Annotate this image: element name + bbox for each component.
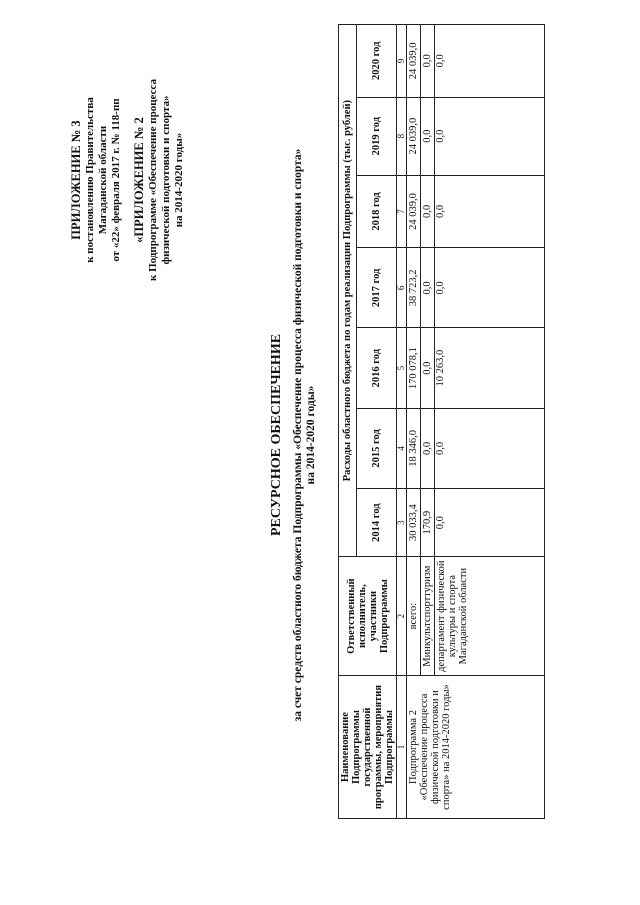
value-cell: 18 346,0 xyxy=(407,408,421,488)
value-cell: 38 723,2 xyxy=(407,248,421,328)
header-year: 2014 год xyxy=(357,489,397,557)
column-index: 4 xyxy=(397,408,407,488)
value-cell: 0,0 xyxy=(421,97,435,175)
appendix-line: Магаданской области xyxy=(97,125,109,235)
executor-cell: Минкультспорттуризм xyxy=(421,557,435,676)
header-executor: Ответственный исполнитель, участники Подпрограммы xyxy=(339,557,397,676)
value-cell: 0,0 xyxy=(421,25,435,98)
header-year: 2016 год xyxy=(357,328,397,408)
value-cell: 30 033,4 xyxy=(407,489,421,557)
value-cell: 0,0 xyxy=(435,408,545,488)
executor-cell: департамент физической культуры и спорта Магаданской области xyxy=(435,557,545,676)
appendix-line: физической подготовки и спорта» xyxy=(160,95,172,265)
value-cell: 10 263,0 xyxy=(435,328,545,408)
value-cell: 0,0 xyxy=(421,175,435,248)
value-cell: 0,0 xyxy=(421,328,435,408)
value-cell: 0,0 xyxy=(435,489,545,557)
subprogram-name: Подпрограмма 2 «Обеспечение процесса физической подготовки и спорта» на 2014-2020 годы» xyxy=(407,676,545,819)
value-cell: 24 039,0 xyxy=(407,97,421,175)
header-year: 2017 год xyxy=(357,248,397,328)
table-row xyxy=(407,25,421,819)
executor-cell: всего: xyxy=(407,557,421,676)
value-cell: 0,0 xyxy=(421,248,435,328)
header-year: 2020 год xyxy=(357,25,397,98)
appendix-inner-number: «ПРИЛОЖЕНИЕ № 2 xyxy=(132,117,146,243)
header-name: Наименование Подпрограммы государственной программы, мероприятия Подпрограммы xyxy=(339,676,397,819)
appendix-line: на 2014-2020 годы» xyxy=(173,132,185,228)
resource-table xyxy=(338,24,545,819)
header-year: 2018 год xyxy=(357,175,397,248)
appendix-line: к постановлению Правительства xyxy=(84,97,96,263)
column-index: 5 xyxy=(397,328,407,408)
value-cell: 0,0 xyxy=(435,25,545,98)
value-cell: 24 039,0 xyxy=(407,175,421,248)
appendix-block xyxy=(68,55,186,305)
index-row xyxy=(397,25,407,819)
title-subtitle-years: на 2014-2020 годы» xyxy=(305,385,317,485)
appendix-line: к Подпрограмме «Обеспечение процесса xyxy=(147,79,159,281)
header-year: 2015 год xyxy=(357,408,397,488)
column-index: 7 xyxy=(397,175,407,248)
header-years-group: Расходы областного бюджета по годам реализации Подпрограммы (тыс. рублей) xyxy=(339,25,357,557)
value-cell: 0,0 xyxy=(435,175,545,248)
value-cell: 24 039,0 xyxy=(407,25,421,98)
title-main: РЕСУРСНОЕ ОБЕСПЕЧЕНИЕ xyxy=(269,333,284,537)
document-title xyxy=(268,55,318,815)
column-index: 8 xyxy=(397,97,407,175)
value-cell: 0,0 xyxy=(435,248,545,328)
title-subtitle: за счет средств областного бюджета Подпрограммы «Обеспечение процесса физической подготовки и спорта» xyxy=(292,148,304,722)
column-index: 3 xyxy=(397,489,407,557)
appendix-number: ПРИЛОЖЕНИЕ № 3 xyxy=(69,120,83,240)
value-cell: 0,0 xyxy=(435,97,545,175)
value-cell: 0,0 xyxy=(421,408,435,488)
header-year: 2019 год xyxy=(357,97,397,175)
column-index: 9 xyxy=(397,25,407,98)
value-cell: 170 078,1 xyxy=(407,328,421,408)
column-index: 6 xyxy=(397,248,407,328)
value-cell: 170,9 xyxy=(421,489,435,557)
column-index: 2 xyxy=(397,557,407,676)
appendix-line: от «22» февраля 2017 г. № 118-пп xyxy=(110,98,122,262)
column-index: 1 xyxy=(397,676,407,819)
